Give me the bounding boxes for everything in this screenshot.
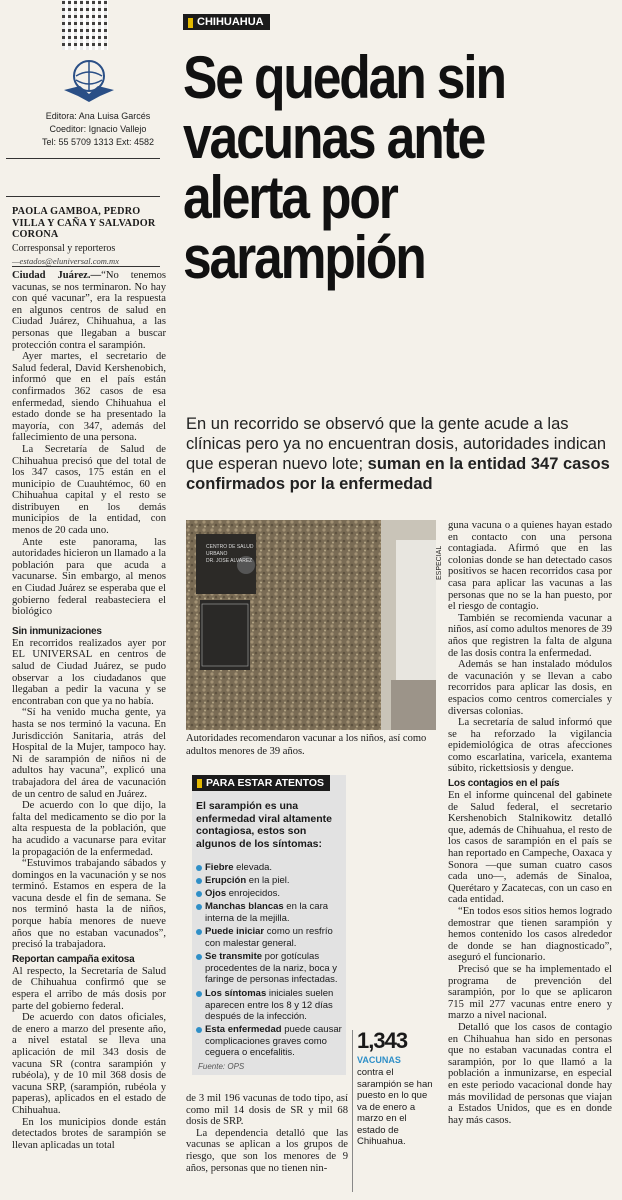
subheading: Reportan campaña exitosa: [12, 953, 135, 965]
newspaper-logo-icon: [60, 56, 118, 106]
divider: [12, 266, 160, 267]
symptom-item: Erupción en la piel.: [196, 875, 342, 887]
paragraph: “Sí ha venido mucha gente, ya hasta se nos terminó la vacuna. En Jurisdicción Sanitaria, atrás del Hospital de la Mujer, tampoco hay. Ni de sarampión de niños ni de adultos hay vacuna”, explicó una trabajadora del área de vacunación de un centro de salud en Juárez.: [12, 707, 166, 800]
dateline: Ciudad Juárez.—: [12, 270, 102, 281]
symptom-item: Esta enfermedad puede causar complicaciones graves como ceguera o encefalitis.: [196, 1024, 342, 1059]
stat-number: 1,343: [357, 1028, 408, 1053]
paragraph: Ayer martes, el secretario de Salud federal, David Kershenobich, informó que en el país están confirmados 362 casos de esa enfermedad, siendo Chihuahua el estado donde se ha presentado la mayoría, con 347, además del fallecimiento de una persona.: [12, 351, 166, 444]
symptom-item: Se transmite por gotículas procedentes de la nariz, boca y faringe de personas infectadas.: [196, 951, 342, 986]
paragraph: Al respecto, la Secretaría de Salud de Chihuahua confirmó que se espera el arribo de más dosis por parte del gobierno federal.: [12, 965, 166, 1012]
article-column-2: [186, 1093, 348, 1174]
byline-email: —estados@eluniversal.com.mx: [12, 256, 119, 266]
paragraph: En el informe quincenal del gabinete de Salud federal, el secretario Kershenobich Stalnikowitz detalló que, además de Chihuahua, el resto de los casos de sarampión en el país se han reportado en Campeche, Oaxaca y Sonora —que suman cuatro casos cada uno—, además de Sinaloa, Querétaro y Zacatecas, con un caso en cada entidad.: [448, 790, 612, 906]
symptom-item: Puede iniciar como un resfrío con malestar general.: [196, 926, 342, 949]
divider: [352, 1030, 353, 1192]
article-column-3: [448, 520, 612, 1126]
photo-sign-text: CENTRO DE SALUD URBANO DR. JOSE ALVAREZ: [206, 544, 254, 564]
paragraph: “Estuvimos trabajando sábados y domingos en la vacunación y se nos terminó. Estamos en espera de la vacuna desde el fin de semana. Se nos terminó hasta la de niños, porque había menores de nueve años que no estaban vacunados”, precisó la trabajadora.: [12, 858, 166, 951]
box-tag: PARA ESTAR ATENTOS: [192, 775, 330, 791]
stat-label: VACUNAS: [357, 1055, 401, 1065]
byline-role: Corresponsal y reporteros: [12, 243, 116, 254]
headline: Se quedan sin vacunas ante alerta por sarampión: [183, 44, 505, 291]
paragraph: De acuerdo con lo que dijo, la falta del medicamento se dio por la alta respuesta de la población, que ha acudido a vacunarse para evitar la propagación de la enfermedad.: [12, 800, 166, 858]
photo-credit: ESPECIAL: [436, 545, 443, 580]
subheading: Los contagios en el país: [448, 778, 560, 790]
paragraph: También se recomienda vacunar a niños, así como adultos menores de 39 años que registren la falta de alguna de las dosis contra la enfermedad.: [448, 612, 612, 659]
paragraph: Detalló que los casos de contagio en Chihuahua han sido en personas que no estaban vacunadas contra el sarampión, por lo que llamó a la población a inmunizarse, en especial en este periodo vacacional donde hay más movilidad de personas que viajan a Estados Unidos, que es en donde hay más casos.: [448, 1021, 612, 1126]
paragraph: La secretaría de salud informó que se ha reforzado la vigilancia epidemiológica de otras afecciones como escarlatina, varicela, exantema súbito, rickettsiosis y dengue.: [448, 717, 612, 775]
section-tag: CHIHUAHUA: [183, 14, 270, 30]
paragraph: Ante este panorama, las autoridades hicieron un llamado a la población para que acuda a vacunarse. Sin embargo, al menos en Ciudad Juárez se esperaba que el gobierno federal reabasteciera el biológico: [12, 536, 166, 618]
byline-authors: PAOLA GAMBOA, PEDRO VILLA Y CAÑA Y SALVADOR CORONA: [12, 206, 156, 240]
paragraph: “En todos esos sitios hemos logrado demostrar que tienen sarampión y hemos contenido los casos alrededor de donde se han diagnosticado”, aseguró el funcionario.: [448, 906, 612, 964]
subheading: Sin inmunizaciones: [12, 625, 102, 637]
box-source: Fuente: OPS: [198, 1062, 245, 1071]
deck: En un recorrido se observó que la gente acude a las clínicas pero ya no encuentran dosis, autoridades indican que esperan nuevo lote; suman en la entidad 347 casos confirmados por la enfermedad: [186, 415, 610, 493]
paragraph: En los municipios donde están detectados brotes de sarampión se llevan aplicadas un total: [12, 1116, 166, 1151]
paragraph: guna vacuna o a quienes hayan estado en contacto con una persona contagiada. Afirmó que en las colonias donde se han detectado casos positivos se hacen recorridos casa por casa para aplicar las vacunas a las personas que no se la han puesto, por el riesgo de contagio.: [448, 520, 612, 613]
divider: [6, 158, 160, 159]
lead-paragraph: Ciudad Juárez.—“No tenemos vacunas, se nos terminaron. No hay con qué vacunar”, era la respuesta en algunos centros de salud en Ciudad Juárez, Chihuahua, a las personas que llegaban a buscar protección contra el sarampión.: [12, 270, 166, 351]
box-intro: El sarampión es una enfermedad viral altamente contagiosa, estos son algunos de los síntomas:: [196, 800, 332, 850]
paragraph: Además se han instalado módulos de vacunación y se llevan a cabo recorridos para aplicar las dosis, en espacios como centros comerciales y diversas colonias.: [448, 659, 612, 717]
coeditor-line: Coeditor: Ignacio Vallejo: [49, 124, 147, 134]
paragraph: La Secretaría de Salud de Chihuahua precisó que del total de los 347 casos, 175 están en el municipio de Cuauhtémoc, 60 en Chihuahua capital y el resto se distribuyen en los demás municipios de la entidad, con menos de 20 cada uno.: [12, 443, 166, 537]
symptom-item: Fiebre elevada.: [196, 862, 342, 874]
photo-caption: Autoridades recomendaron vacunar a los niños, así como adultos menores de 39 años.: [186, 733, 427, 757]
symptom-item: Ojos enrojecidos.: [196, 888, 342, 900]
symptom-item: Los síntomas iniciales suelen aparecen entre los 8 y 12 días después de la infección.: [196, 988, 342, 1023]
symptom-item: Manchas blancas en la cara interna de la mejilla.: [196, 901, 342, 924]
paragraph: de 3 mil 196 vacunas de todo tipo, así como mil 14 dosis de SR y mil 68 dosis de SRP.: [186, 1093, 348, 1128]
divider: [6, 196, 160, 197]
editorial-credits: [36, 110, 160, 149]
paragraph: Precisó que se ha implementado el programa de prevención del sarampión, por lo que se aplicaron 715 mil 277 vacunas entre enero y marzo a nivel nacional.: [448, 963, 612, 1022]
editor-line: Editora: Ana Luisa Garcés: [45, 111, 151, 121]
article-column-1: [12, 270, 166, 1151]
stat-text: contra el sarampión se han puesto en lo que va de enero a marzo en el estado de Chihuahua.: [357, 1067, 433, 1147]
paragraph: De acuerdo con datos oficiales, de enero a marzo del presente año, a nivel estatal se lleva una aplicación de mil 343 dosis de vacuna SR (contra sarampión y rubéola), y de 10 mil 368 dosis de vacuna SRP, (sarampión, rubéola y paperas), aplicados en el estado de Chihuahua.: [12, 1012, 166, 1116]
paragraph: La dependencia detalló que las vacunas se aplican a los grupos de riesgo, que son los menores de 9 años, personas que no tienen nin-: [186, 1127, 348, 1174]
paragraph: En recorridos realizados ayer por EL UNIVERSAL en centros de salud de Ciudad Juárez, se pudo observar a los ciudadanos que llegaban a pedir la vacuna y se encontraban con que ya no había.: [12, 637, 166, 707]
phone-line: Tel: 55 5709 1313 Ext: 4582: [41, 137, 155, 147]
